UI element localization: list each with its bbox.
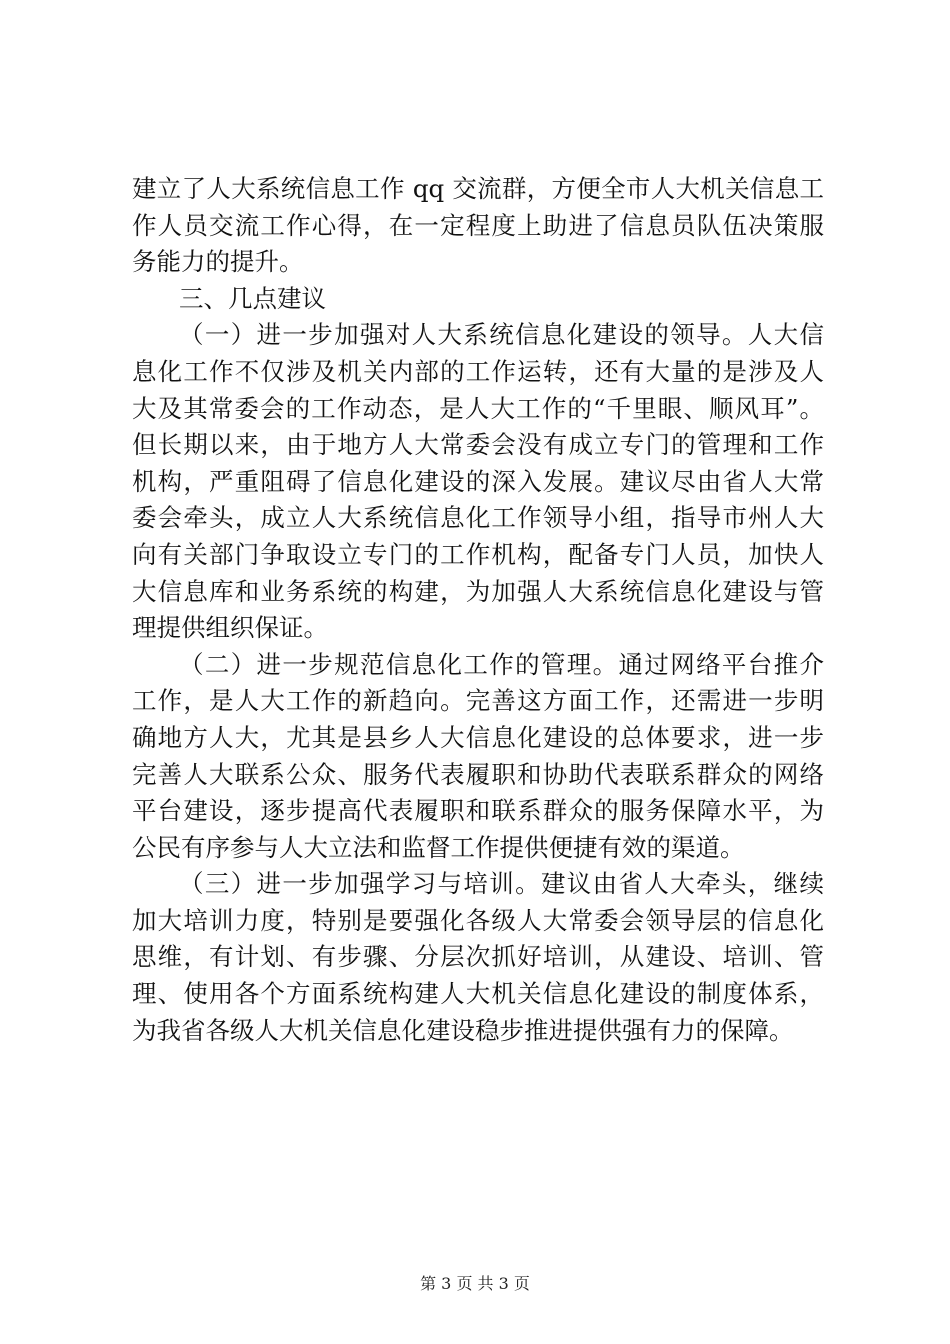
- body-line: 委会牵头，成立人大系统信息化工作领导小组，指导市州人大: [132, 503, 824, 533]
- paragraph-first-line: （二）进一步规范信息化工作的管理。通过网络平台推介: [179, 649, 824, 679]
- page-number-footer: 第 3 页 共 3 页: [420, 1274, 530, 1293]
- body-line: 大及其常委会的工作动态，是人大工作的“千里眼、顺风耳”。: [132, 393, 824, 423]
- body-line: 工作，是人大工作的新趋向。完善这方面工作，还需进一步明: [132, 686, 824, 716]
- body-line: 平台建设，逐步提高代表履职和联系群众的服务保障水平，为: [132, 796, 824, 826]
- paragraph-first-line: （三）进一步加强学习与培训。建议由省人大牵头，继续: [179, 869, 824, 899]
- body-line: 向有关部门争取设立专门的工作机构，配备专门人员，加快人: [132, 539, 824, 569]
- body-line: 公民有序参与人大立法和监督工作提供便捷有效的渠道。: [132, 832, 745, 862]
- body-line: 作人员交流工作心得，在一定程度上助进了信息员队伍决策服: [132, 210, 824, 240]
- body-line: 确地方人大，尤其是县乡人大信息化建设的总体要求，进一步: [132, 722, 824, 752]
- body-line: 务能力的提升。: [132, 247, 304, 277]
- body-line: 为我省各级人大机关信息化建设稳步推进提供强有力的保障。: [132, 1015, 794, 1045]
- paragraph-first-line: （一）进一步加强对人大系统信息化建设的领导。人大信: [179, 320, 824, 350]
- section-heading: 三、几点建议: [179, 283, 326, 313]
- body-line: 理提供组织保证。: [132, 613, 328, 643]
- body-line: 理、使用各个方面系统构建人大机关信息化建设的制度体系，: [132, 979, 824, 1009]
- body-line: 加大培训力度，特别是要强化各级人大常委会领导层的信息化: [132, 905, 824, 935]
- body-line: 大信息库和业务系统的构建，为加强人大系统信息化建设与管: [132, 576, 824, 606]
- body-line: 完善人大联系公众、服务代表履职和协助代表联系群众的网络: [132, 759, 824, 789]
- body-line: 机构，严重阻碍了信息化建设的深入发展。建议尽由省人大常: [132, 466, 824, 496]
- body-line: 建立了人大系统信息工作 qq 交流群，方便全市人大机关信息工: [132, 174, 824, 203]
- body-line: 息化工作不仅涉及机关内部的工作运转，还有大量的是涉及人: [132, 356, 824, 386]
- document-body: [132, 171, 824, 1049]
- body-line: 但长期以来，由于地方人大常委会没有成立专门的管理和工作: [132, 430, 824, 460]
- body-line: 思维，有计划、有步骤、分层次抓好培训，从建设、培训、管: [132, 942, 824, 972]
